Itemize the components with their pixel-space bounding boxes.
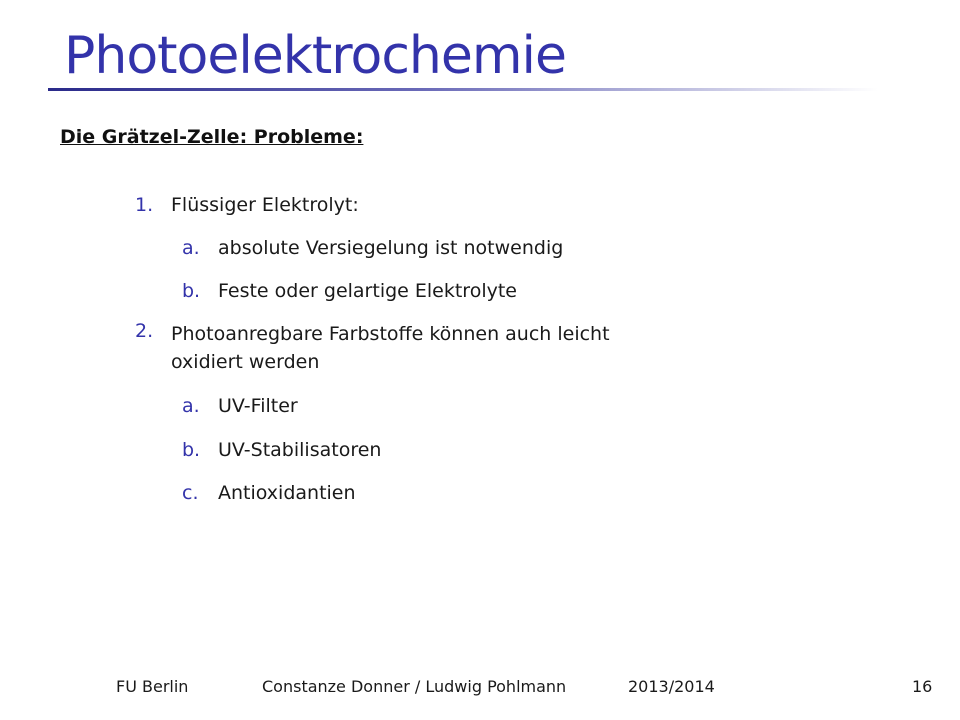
slide-title: Photoelektrochemie — [64, 26, 566, 86]
list-item-text-line: oxidiert werden — [171, 351, 320, 373]
sub-list-item-text: Antioxidantien — [218, 482, 356, 504]
sub-list-item-text: UV-Stabilisatoren — [218, 439, 382, 461]
sub-list-item-text: absolute Versiegelung ist notwendig — [218, 237, 564, 259]
sub-list-marker: a. — [182, 237, 200, 259]
sub-list-marker: b. — [182, 439, 201, 461]
list-marker: 2. — [135, 320, 154, 342]
list-item-text — [171, 320, 610, 376]
sub-list-marker: a. — [182, 395, 200, 417]
sub-list-item-text: UV-Filter — [218, 395, 298, 417]
footer-semester: 2013/2014 — [628, 677, 715, 696]
footer-authors: Constanze Donner / Ludwig Pohlmann — [262, 677, 567, 696]
footer-institution: FU Berlin — [116, 677, 189, 696]
list-item-text: Flüssiger Elektrolyt: — [171, 194, 359, 216]
sub-list-marker: c. — [182, 482, 199, 504]
footer-page-number: 16 — [912, 677, 933, 696]
title-divider — [48, 88, 878, 91]
sub-list-item-text: Feste oder gelartige Elektrolyte — [218, 280, 517, 302]
list-item-text-line: Photoanregbare Farbstoffe können auch leicht — [171, 323, 610, 345]
sub-list-marker: b. — [182, 280, 201, 302]
list-marker: 1. — [135, 194, 154, 216]
section-heading: Die Grätzel-Zelle: Probleme: — [60, 126, 364, 148]
